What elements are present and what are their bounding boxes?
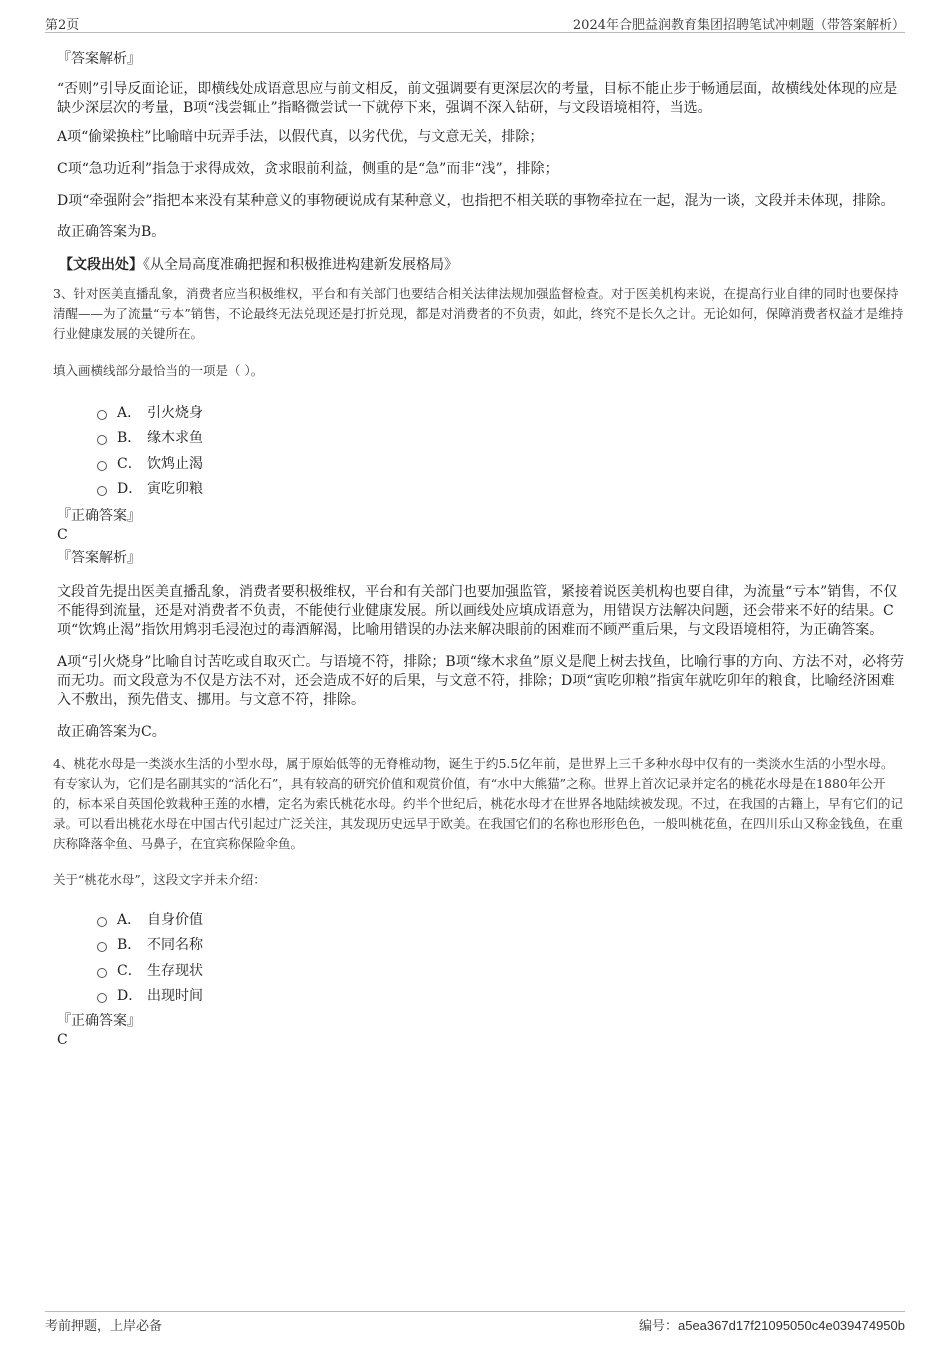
analysis-label: 『答案解析』 [57,51,141,67]
page-footer [45,1311,905,1336]
analysis-paragraph: C项“急功近利”指急于求得成效，贪求眼前利益，侧重的是“急”而非“浅”，排除； [57,161,559,177]
analysis-paragraph: D项“牵强附会”指把本来没有某种意义的事物硬说成有某种意义，也指把不相关联的事物牵拉在一起，混为一谈，文段并未体现，排除。 [57,193,895,209]
source-title: 《从全局高度准确把握和积极推进构建新发展格局》 [143,257,458,273]
analysis-paragraph: A项“偷梁换柱”比喻暗中玩弄手法，以假代真，以劣代优，与文意无关，排除； [57,129,544,145]
radio-icon[interactable] [97,968,107,978]
radio-icon[interactable] [97,410,107,420]
analysis-conclusion: 故正确答案为B。 [57,224,166,240]
page-header [45,12,905,33]
source-line [59,254,905,274]
option-b[interactable]: B． 不同名称 [97,932,905,958]
radio-icon[interactable] [97,917,107,927]
analysis-label: 『答案解析』 [57,550,141,566]
correct-answer-label: 『正确答案』 [57,1013,141,1029]
analysis-paragraph: A项“引火烧身”比喻自讨苦吃或自取灭亡。与语境不符，排除；B项“缘木求鱼”原义是爬上树去找鱼，比喻行事的方向、方法不对，必将劳而无功。而文段意为不仅是方法不对，还会造成不好的后果，与文意不符，排除；D项“寅吃卯粮”指寅年就吃卯年的粮食，比喻经济困难入不敷出，预先借支、挪用。与文意不符，排除。 [57,654,905,708]
page-content [45,42,905,1048]
question-4-options [97,906,905,1008]
question-4-stem: 4、桃花水母是一类淡水生活的小型水母，属于原始低等的无脊椎动物，诞生于约5.5亿年前，是世界上三千多种水母中仅有的一类淡水生活的小型水母。有专家认为，它们是名副其实的“活化石”，具有较高的研究价值和观赏价值，有“水中大熊猫”之称。世界上首次记录并定名的桃花水母是在1880年公开的，标本采自英国伦敦栽种王莲的水槽，定名为索氏桃花水母。约半个世纪后，桃花水母才在世界各地陆续被发现。不过，在我国的古籍上，早有它们的记录。可以看出桃花水母在中国古代引起过广泛关注，其发现历史远早于欧美。在我国它们的名称也形形色色，一般叫桃花鱼，在四川乐山又称金钱鱼，在重庆称降落伞鱼、马鼻子，在宜宾称保险伞鱼。 [53,756,904,851]
radio-icon[interactable] [97,486,107,496]
radio-icon[interactable] [97,461,107,471]
option-a[interactable]: A． 自身价值 [97,906,905,932]
document-title: 2024年合肥益润教育集团招聘笔试冲刺题（带答案解析） [572,18,905,33]
document-code [639,1315,905,1334]
footer-slogan: 考前押题，上岸必备 [45,1319,163,1334]
option-b[interactable]: B． 缘木求鱼 [97,425,905,451]
question-4-prompt: 关于“桃花水母”，这段文字并未介绍： [53,872,266,887]
code-value: a5ea367d17f21095050c4e039474950b [677,1318,905,1333]
question-3-options [97,399,905,501]
correct-answer: C [57,1032,68,1048]
question-3-stem: 3、针对医美直播乱象，消费者应当积极维权，平台和有关部门也要结合相关法律法规加强监督检查。对于医美机构来说，在提高行业自律的同时也要保持清醒——为了流量“亏本”销售，不论最终无法兑现还是打折兑现，都是对消费者的不负责，如此，终究不是长久之计。无论如何，保障消费者权益才是维持行业健康发展的关键所在。 [53,286,904,341]
option-c[interactable]: C． 生存现状 [97,957,905,983]
option-a[interactable]: A． 引火烧身 [97,399,905,425]
page-number: 第2页 [45,18,80,33]
correct-answer-label: 『正确答案』 [57,508,141,524]
option-d[interactable]: D． 寅吃卯粮 [97,476,905,502]
radio-icon[interactable] [97,435,107,445]
source-label: 【文段出处】 [59,257,143,273]
question-3-prompt: 填入画横线部分最恰当的一项是（ ）。 [53,363,264,378]
analysis-paragraph: 文段首先提出医美直播乱象，消费者要积极维权，平台和有关部门也要加强监管，紧接着说医美机构也要自律，为流量“亏本”销售，不仅不能得到流量，还是对消费者不负责，不能使行业健康发展。所以画线处应填成语意为，用错误方法解决问题，还会带来不好的结果。C项“饮鸩止渴”指饮用鸩羽毛浸泡过的毒酒解渴，比喻用错误的办法来解决眼前的困难而不顾严重后果，与文段语境相符，为正确答案。 [57,584,898,638]
correct-answer: C [57,527,68,543]
radio-icon[interactable] [97,993,107,1003]
analysis-conclusion: 故正确答案为C。 [57,724,166,740]
analysis-paragraph: “否则”引导反面论证，即横线处成语意思应与前文相反，前文强调要有更深层次的考量，目标不能止步于畅通层面，故横线处体现的应是缺少深层次的考量，B项“浅尝辄止”指略微尝试一下就停下来，强调不深入钻研，与文段语境相符，当选。 [57,81,898,116]
radio-icon[interactable] [97,942,107,952]
option-c[interactable]: C． 饮鸩止渴 [97,450,905,476]
code-label: 编号： [638,1318,678,1333]
option-d[interactable]: D． 出现时间 [97,983,905,1009]
